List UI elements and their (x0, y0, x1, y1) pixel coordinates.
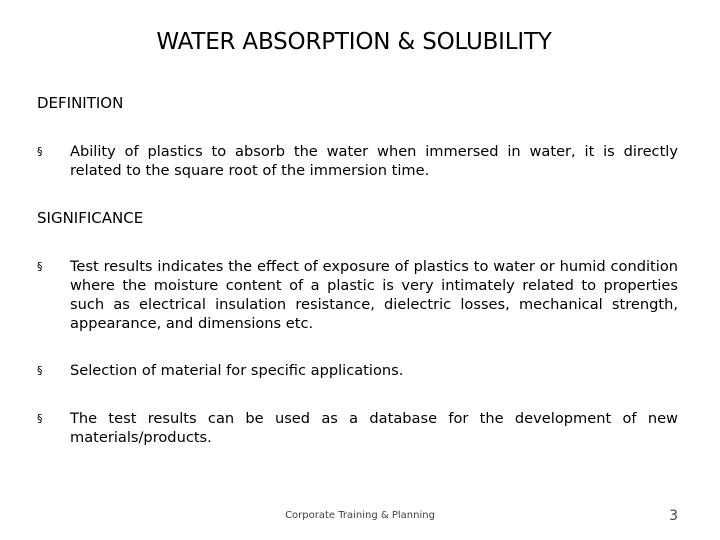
definition-text: Ability of plastics to absorb the water when immersed in water, it is directly related to the square root of the immersion time. (70, 143, 678, 179)
bullet-icon: § (37, 145, 43, 158)
slide-footer (0, 508, 720, 528)
significance-text-1: Test results indicates the effect of exposure of plastics to water or humid condition where the moisture content of a plastic is very intimately related to properties such as electrical insulation resistance, dielectric losses, mechanical strength, appearance, and dimensions etc. (70, 258, 678, 332)
significance-text-2: Selection of material for specific applications. (70, 362, 404, 379)
footer-text: Corporate Training & Planning (285, 510, 435, 521)
page-number: 3 (669, 508, 678, 524)
significance-text-3: The test results can be used as a database for the development of new materials/products. (70, 410, 678, 446)
significance-heading: SIGNIFICANCE (37, 209, 144, 227)
bullet-icon: § (37, 260, 43, 273)
bullet-icon: § (37, 364, 43, 377)
definition-heading: DEFINITION (37, 94, 124, 112)
bullet-icon: § (37, 412, 43, 425)
slide-title: WATER ABSORPTION & SOLUBILITY (156, 29, 552, 55)
